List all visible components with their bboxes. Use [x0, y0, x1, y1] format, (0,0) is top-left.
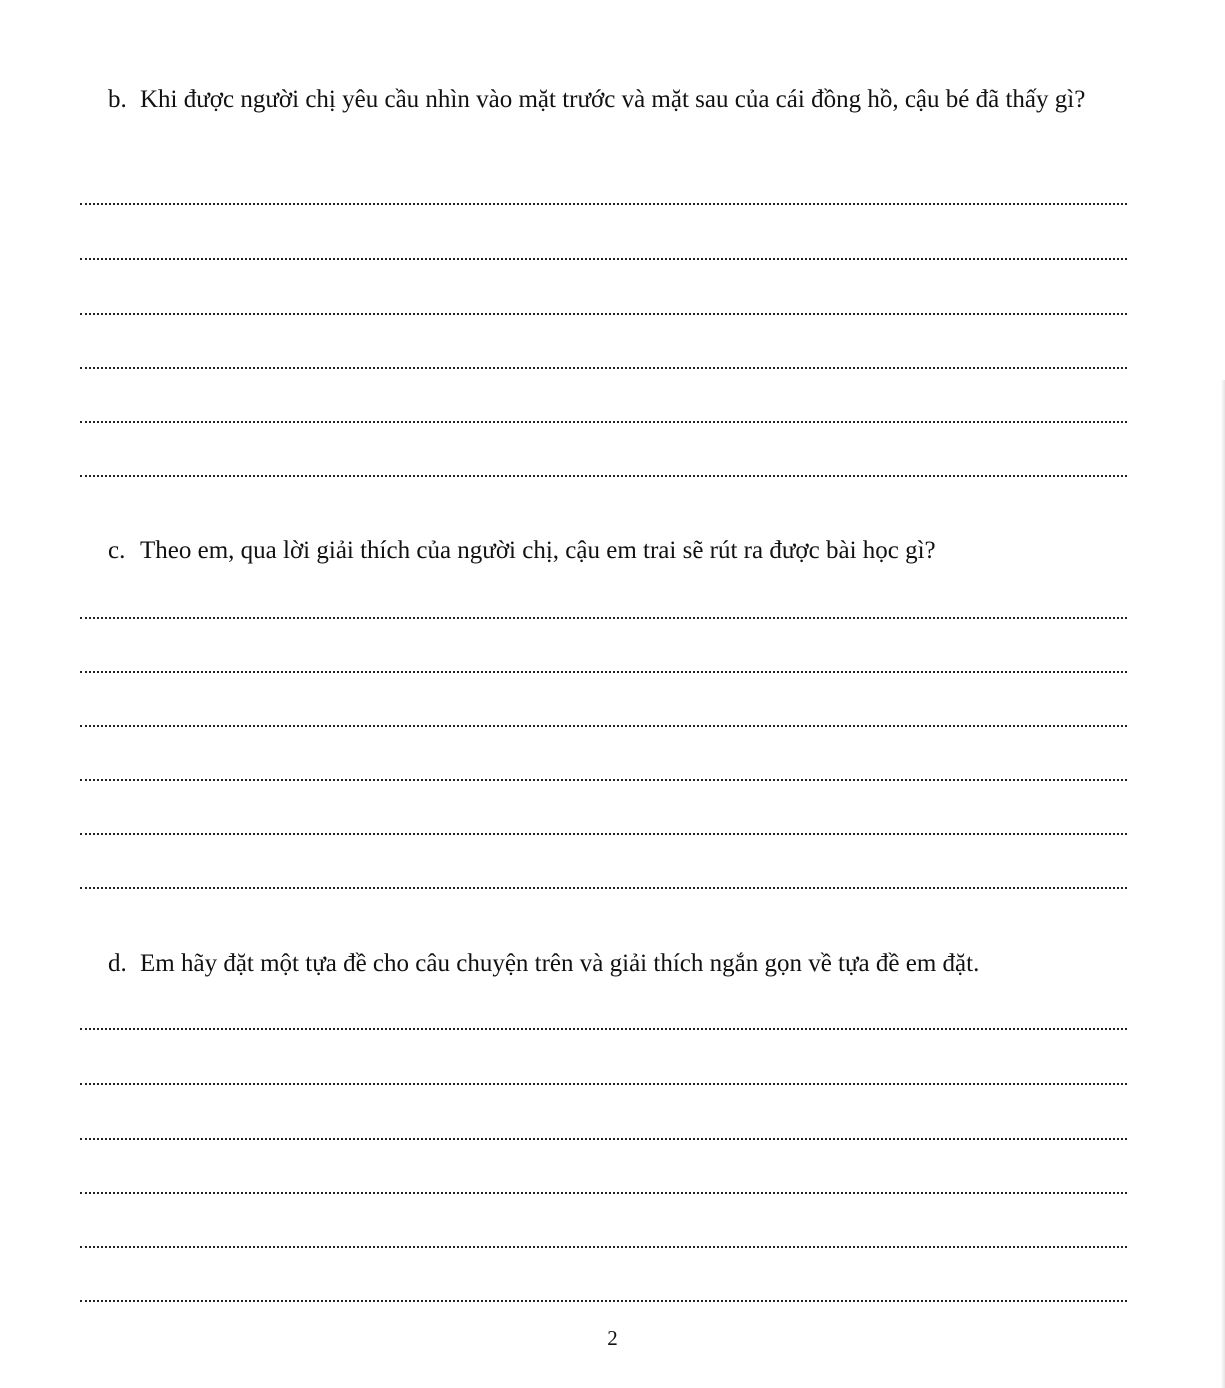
answer-line-d-5[interactable]: [80, 1246, 1127, 1248]
answer-line-c-2[interactable]: [80, 671, 1127, 673]
answer-line-b-4[interactable]: [80, 367, 1127, 369]
answer-line-d-4[interactable]: [80, 1192, 1127, 1194]
question-b-text: Khi được người chị yêu cầu nhìn vào mặt trước và mặt sau của cái đồng hồ, cậu bé đã thấy gì?: [140, 86, 1086, 113]
question-d: [108, 946, 1148, 982]
question-c: [108, 533, 1148, 569]
question-b-letter: b.: [108, 86, 127, 113]
answer-line-b-6[interactable]: [80, 475, 1127, 477]
answer-line-b-1[interactable]: [80, 203, 1127, 205]
answer-line-d-6[interactable]: [80, 1300, 1127, 1302]
answer-line-c-6[interactable]: [80, 887, 1127, 889]
answer-line-c-5[interactable]: [80, 833, 1127, 835]
question-d-letter: d.: [108, 950, 127, 977]
answer-line-c-3[interactable]: [80, 725, 1127, 727]
question-b: [108, 82, 1148, 118]
answer-line-d-1[interactable]: [80, 1028, 1127, 1030]
answer-line-b-3[interactable]: [80, 313, 1127, 315]
answer-line-c-1[interactable]: [80, 617, 1127, 619]
question-d-text: Em hãy đặt một tựa đề cho câu chuyện trên và giải thích ngắn gọn về tựa đề em đặt.: [140, 950, 980, 977]
answer-line-d-3[interactable]: [80, 1138, 1127, 1140]
answer-line-b-5[interactable]: [80, 421, 1127, 423]
answer-line-c-4[interactable]: [80, 779, 1127, 781]
question-c-text: Theo em, qua lời giải thích của người chị, cậu em trai sẽ rút ra được bài học gì?: [140, 537, 936, 564]
page-number: 2: [607, 1326, 618, 1350]
question-c-letter: c.: [108, 537, 126, 564]
answer-line-b-2[interactable]: [80, 258, 1127, 260]
answer-line-d-2[interactable]: [80, 1083, 1127, 1085]
page-edge-shadow: [1221, 380, 1225, 1388]
